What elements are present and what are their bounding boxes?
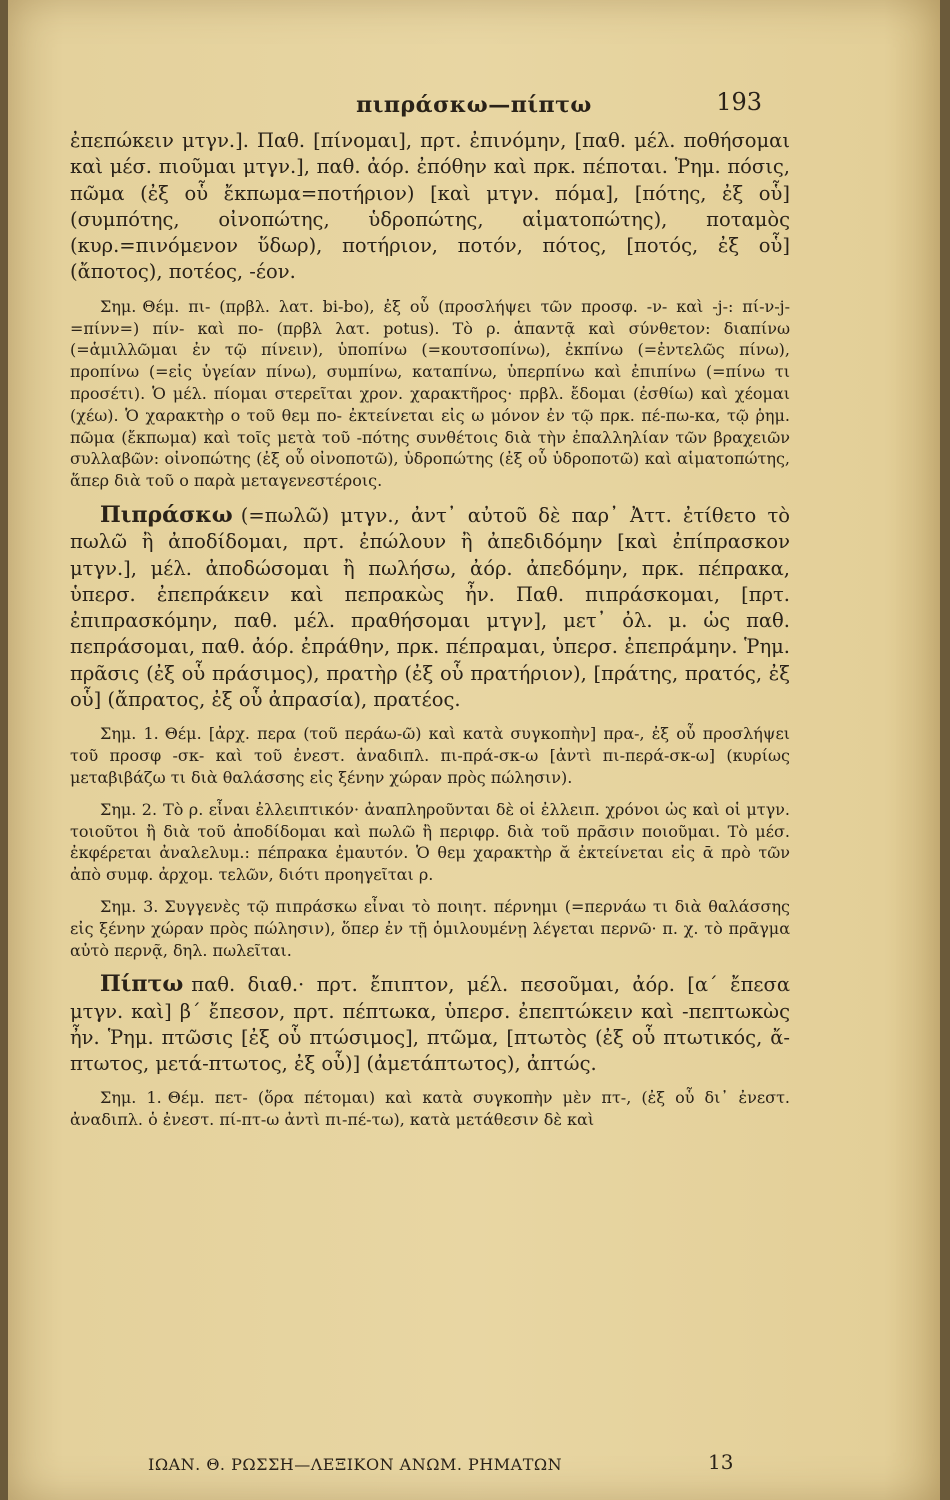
footer-credit: ΙΩΑΝ. Θ. ΡΩΣΣΗ—ΛΕΞΙΚΟΝ ΑΝΩΜ. ΡΗΜΑΤΩΝ [148, 1455, 563, 1474]
signature-number: 13 [708, 1450, 734, 1474]
lemma-headword: Πιπράσκω [100, 501, 233, 528]
note-pipraskw-2: Σημ. 2. Τὸ ρ. εἶναι ἐλλειπτικόν· ἀναπληροῦνται δὲ οἱ ἐλλειπ. χρόνοι ὡς καὶ οἱ μτγν. τοιοῦτοι ἢ διὰ τοῦ ἀποδίδομαι καὶ πωλῶ ἢ περιφρ. διὰ τοῦ πρᾶσιν ποιοῦμαι. Τὸ μέσ. ἐκφέρεται ἀναλελυμ.: πέπρακα ἐμαυτόν. Ὁ θεμ χαρακτὴρ ᾰ ἐκτείνεται εἰς ᾱ πρὸ τῶν ἀπὸ συμφ. ἀρχομ. τελῶν, διότι προηγεῖται ρ. [70, 799, 790, 885]
page-number: 193 [716, 88, 762, 116]
lemma-headword: Πίπτω [100, 971, 184, 998]
note-pipraskw-1: Σημ. 1. Θέμ. [ἀρχ. περα (τοῦ περάω-ῶ) καὶ κατὰ συγκοπὴν] πρα-, ἐξ οὗ προσλήψει τοῦ προσφ -σκ- καὶ τοῦ ἐνεστ. ἀναδιπλ. πι-πρά-σκ-ω [ἀντὶ πι-περά-σκ-ω] (κυρίως μεταβιβάζω τι διὰ θαλάσσης εἰς ξένην χώραν πρὸς πώλησιν). [70, 724, 791, 787]
entry-piptw: Πίπτω παθ. διαθ.· πρτ. ἔπιπτον, μέλ. πεσοῦμαι, ἀόρ. [α´ ἔπεσα μτγν. καὶ] β´ ἔπεσον, πρτ. πέπτωκα, ὑπερσ. ἐπεπτώκειν καὶ -πεπτωκὼς ἦν. Ῥημ. πτῶσις [ἐξ οὗ πτώσιμος], πτῶμα, [πτωτὸς (ἐξ οὗ πτωτικός, ἄ-πτωτος, μετά-πτωτος, ἐξ οὗ)] (ἀμετάπτωτος), ἀπτώς. [70, 971, 790, 1076]
running-header: πιπράσκω—πίπτω [356, 92, 592, 118]
entry-pipraskw: Πιπράσκω (=πωλῶ) μτγν., ἀντ᾿ αὐτοῦ δὲ παρ᾿ Ἀττ. ἐτίθετο τὸ πωλῶ ἢ ἀποδίδομαι, πρτ. ἐπώλουν ἢ ἀπεδιδόμην [καὶ ἐπίπρασκον μτγν.], μέλ. ἀποδώσομαι ἢ πωλήσω, ἀόρ. ἀπεδόμην, πρκ. πέπρακα, ὑπερσ. ἐπεπράκειν καὶ πεπρακὼς ἦν. Παθ. πιπράσκομαι, [πρτ. ἐπιπρασκόμην, παθ. μέλ. πραθήσομαι μτγν], μετ᾿ ὀλ. μ. ὡς παθ. πεπράσομαι, παθ. ἀόρ. ἐπράθην, πρκ. πέπραμαι, ὑπερσ. ἐπεπράμην. Ῥημ. πρᾶσις (ἐξ οὗ πράσιμος), πρατὴρ (ἐξ οὗ πρατήριον), [πράτης, πρατός, ἐξ οὗ] (ἄπρατος, ἐξ οὗ ἀπρασία), πρατέος. [70, 501, 790, 712]
book-page [8, 0, 940, 1500]
page-body [70, 128, 790, 1141]
paragraph-pino-continued: ἐπεπώκειν μτγν.]. Παθ. [πίνομαι], πρτ. ἐπινόμην, [παθ. μέλ. ποθήσομαι καὶ μέσ. πιοῦμαι μτγν.], παθ. ἀόρ. ἐπόθην καὶ πρκ. πέποται. Ῥημ. πόσις, πῶμα (ἐξ οὗ ἔκπωμα=ποτήριον) [καὶ μτγν. πόμα], [πότης, ἐξ οὗ] (συμπότης, οἰνοπώτης, ὑδροπώτης, αἱματοπώτης), ποταμὸς (κυρ.=πινόμενον ὕδωρ), ποτήριον, ποτόν, πότος, [ποτός, ἐξ οὗ] (ἄποτος), ποτέος, -έον. [70, 129, 790, 284]
note-pino: Σημ. Θέμ. πι- (πρβλ. λατ. bi-bo), ἐξ οὗ (προσλήψει τῶν προσφ. -ν- καὶ -j-: πί-ν-j-=πίνν=) πίν- καὶ πο- (πρβλ λατ. potus). Τὸ ρ. ἁπαντᾷ καὶ σύνθετον: διαπίνω (=ἁμιλλῶμαι ἐν τῷ πίνειν), ὑποπίνω (=κουτσοπίνω), ἐκπίνω (=ἐντελῶς πίνω), προπίνω (=εἰς ὑγείαν πίνω), συμπίνω, καταπίνω, ὑπερπίνω καὶ ἐπιπίνω (=πίνω τι προσέτι). Ὁ μέλ. πίομαι στερεῖται χρον. χαρακτῆρος· πρβλ. ἔδομαι (ἐσθίω) καὶ χέομαι (χέω). Ὁ χαρακτὴρ ο τοῦ θεμ πο- ἐκτείνεται εἰς ω μόνον ἐν τῷ πρκ. πέ-πω-κα, τῷ ῥημ. πῶμα (ἔκπωμα) καὶ τοῖς μετὰ τοῦ -πότης συνθέτοις διὰ τὴν ἐπαλληλίαν τῶν βραχειῶν συλλαβῶν: οἰνοπώτης (ἐξ οὗ οἰνοποτῶ), ὑδροπώτης (ἐξ οὗ ὑδροποτῶ) καὶ αἱματοπώτης, ἅπερ διὰ τοῦ ο παρὰ μεταγενεστέροις. [70, 296, 790, 491]
note-pipraskw-3: Σημ. 3. Συγγενὲς τῷ πιπράσκω εἶναι τὸ ποιητ. πέρνημι (=περνάω τι διὰ θαλάσσης εἰς ξένην χώραν πρὸς πώλησιν), ὅπερ ἐν τῇ ὁμιλουμένῃ λέγεται περνῶ· π. χ. τὸ πρᾶγμα αὐτὸ περνᾷ, δηλ. πωλεῖται. [70, 896, 791, 960]
note-piptw-1: Σημ. 1. Θέμ. πετ- (ὅρα πέτομαι) καὶ κατὰ συγκοπὴν μὲν πτ-, (ἐξ οὗ δι᾿ ἐνεστ. ἀναδιπλ. ὁ ἐνεστ. πί-πτ-ω ἀντὶ πι-πέ-τω), κατὰ μετάθεσιν δὲ καὶ [70, 1088, 791, 1130]
